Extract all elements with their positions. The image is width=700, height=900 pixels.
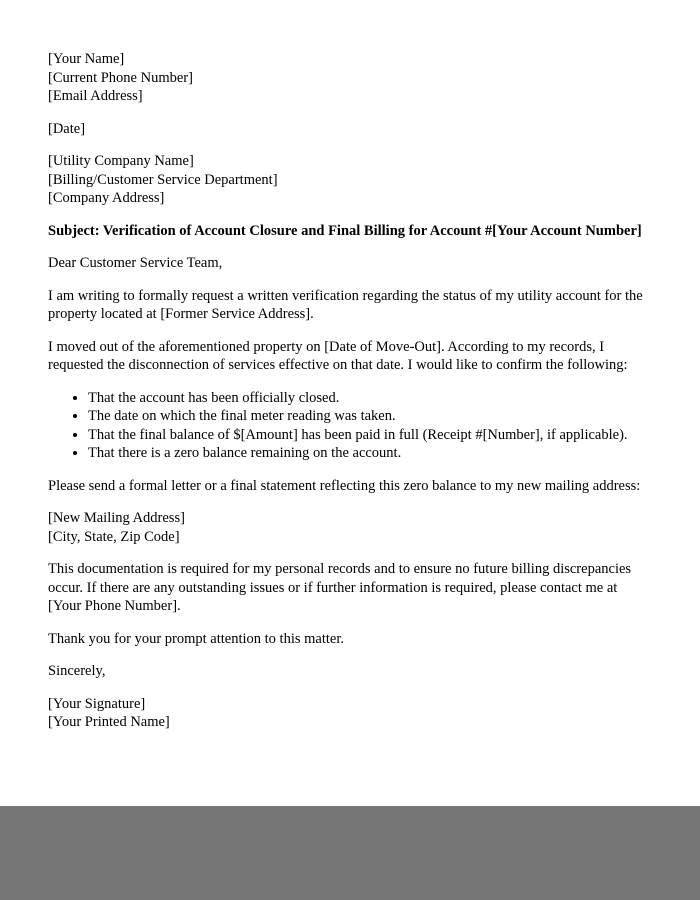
paragraph-mailing-request: Please send a formal letter or a final statement reflecting this zero balance to my new mailing address:: [48, 477, 641, 494]
recipient-address: [Company Address]: [48, 190, 165, 206]
subject-line: Subject: Verification of Account Closure and Final Billing for Account #[Your Account Number]: [48, 222, 642, 239]
paragraph-documentation: This documentation is required for my personal records and to ensure no future billing discrepancies occur. If there are any outstanding issues or if further information is required, please contact me at [Your Phone Number].: [48, 561, 632, 614]
sender-email: [Email Address]: [48, 88, 143, 104]
signature-block: [48, 695, 652, 732]
bullet-item-zero-balance: • That there is a zero balance remaining on the account.: [88, 444, 652, 463]
recipient-block: [48, 152, 652, 208]
confirmation-bullet-list: [48, 389, 652, 463]
recipient-department: [Billing/Customer Service Department]: [48, 171, 278, 188]
bullet-item-final-balance: • That the final balance of $[Amount] has been paid in full (Receipt #[Number], if applicable).: [88, 426, 652, 445]
paragraph-intro: I am writing to formally request a written verification regarding the status of my utility account for the property located at [Former Service Address].: [48, 287, 643, 322]
sender-phone: [Current Phone Number]: [48, 69, 193, 86]
sender-name: [Your Name]: [48, 51, 125, 67]
signature-line: [Your Signature]: [48, 695, 146, 712]
paragraph-moveout: I moved out of the aforementioned property on [Date of Move-Out]. According to my records, I requested the disconnection of services effective on that date. I would like to confirm the following:: [48, 338, 628, 373]
mailing-address: [New Mailing Address]: [48, 510, 185, 526]
salutation: Dear Customer Service Team,: [48, 255, 223, 271]
mailing-city-state-zip: [City, State, Zip Code]: [48, 528, 180, 545]
paragraph-thanks: Thank you for your prompt attention to this matter.: [48, 630, 344, 647]
closing-line: Sincerely,: [48, 663, 106, 679]
recipient-company: [Utility Company Name]: [48, 153, 194, 169]
printed-name-line: [Your Printed Name]: [48, 714, 170, 730]
sender-block: [48, 50, 652, 106]
bullet-item-meter-reading: • The date on which the final meter reading was taken.: [88, 407, 652, 426]
bullet-item-closed: • That the account has been officially closed.: [88, 389, 652, 408]
mailing-address-block: [48, 509, 652, 546]
date-line: [Date]: [48, 120, 86, 137]
